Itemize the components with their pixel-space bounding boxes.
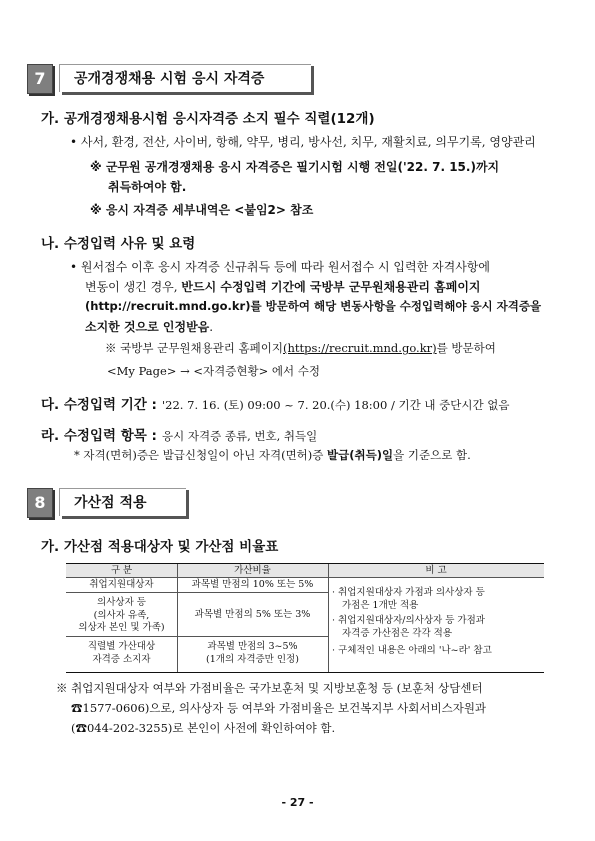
section-8-header bbox=[27, 488, 192, 518]
table-cell-category: 의사상자 등 (의사자 유족, 의상자 본인 및 가족) bbox=[78, 597, 165, 633]
table-cell-category: 취업지원대상자 bbox=[89, 579, 154, 590]
section-number: 7 bbox=[27, 64, 53, 94]
homepage-note-line1: ※ 국방부 군무원채용관리 홈페이지(https://recruit.mnd.go.kr)를 방문하여 bbox=[105, 341, 496, 355]
section-title: 가산점 적용 bbox=[59, 488, 186, 516]
table-cell-rate: 과목별 만점의 5% 또는 3% bbox=[194, 609, 311, 620]
note-license-deadline-cont: 취득하여야 함. bbox=[108, 180, 187, 194]
recruit-homepage-link[interactable]: (https://recruit.mnd.go.kr) bbox=[283, 341, 437, 355]
header-rate: 가산비율 bbox=[234, 565, 271, 576]
table-cell-rate: 과목별 만점의 3~5% (1개의 자격증만 인정) bbox=[206, 641, 299, 665]
revision-items: 라. 수정입력 항목 : 응시 자격증 종류, 번호, 취득일 bbox=[41, 428, 318, 444]
header-category: 구 분 bbox=[110, 565, 133, 576]
page-number: - 27 - bbox=[281, 796, 314, 809]
bonus-points-table bbox=[66, 563, 544, 673]
table-cell-rate: 과목별 만점의 10% 또는 5% bbox=[191, 579, 314, 590]
note-license-detail: ※ 응시 자격증 세부내역은 <붙임2> 참조 bbox=[90, 203, 314, 217]
section-7-header bbox=[27, 64, 317, 94]
bonus-note-line1: ※ 취업지원대상자 여부와 가점비율은 국가보훈처 및 지방보훈청 등 (보훈처 상담센터 bbox=[56, 681, 483, 695]
revision-text-line1: • 원서접수 이후 응시 자격증 신규취득 등에 따라 원서접수 시 입력한 자격사항에 bbox=[70, 260, 490, 274]
table-cell-remarks: · 취업지원대상자 가점과 의사상자 등 가점은 1개만 적용 · 취업지원대상자/의사상자 등 가점과 자격증 가산점은 각각 적용 · 구체적인 내용은 아래의 '나~라' 참고 bbox=[332, 587, 492, 656]
section-title: 공개경쟁채용 시험 응시 자격증 bbox=[59, 64, 311, 92]
header-remarks: 비 고 bbox=[425, 565, 447, 576]
revision-period: 다. 수정입력 기간 : '22. 7. 16. (토) 09:00 ~ 7. 20.(수) 18:00 / 기간 내 중단시간 없음 bbox=[41, 397, 510, 413]
required-series-list: • 사서, 환경, 전산, 사이버, 항해, 약무, 병리, 방사선, 치무, 재활치료, 의무기록, 영양관리 bbox=[70, 135, 536, 149]
table-cell-category: 직렬별 가산대상 자격증 소지자 bbox=[87, 641, 156, 665]
revision-text-line2: 변동이 생긴 경우, 반드시 수정입력 기간에 국방부 군무원채용관리 홈페이지 bbox=[85, 280, 481, 294]
homepage-note-line2: <My Page> → <자격증현황> 에서 수정 bbox=[107, 364, 320, 378]
revision-text-line4: 소지한 것으로 인정받음. bbox=[85, 320, 214, 334]
subheading-7b: 나. 수정입력 사유 및 요령 bbox=[41, 236, 196, 252]
bonus-note-line3: (☎044-202-3255)로 본인이 사전에 확인하여야 함. bbox=[71, 721, 336, 735]
section-number: 8 bbox=[27, 488, 53, 518]
bonus-note-line2: ☎1577-0606)으로, 의사상자 등 여부와 가점비율은 보건복지부 사회서비스자원과 bbox=[71, 701, 487, 715]
note-license-deadline: ※ 군무원 공개경쟁채용 응시 자격증은 필기시험 시행 전일('22. 7. 15.)까지 bbox=[90, 160, 500, 174]
subheading-7a: 가. 공개경쟁채용시험 응시자격증 소지 필수 직렬(12개) bbox=[41, 111, 375, 127]
revision-text-line3: (http://recruit.mnd.go.kr)를 방문하여 해당 변동사항을 수정입력해야 응시 자격증을 bbox=[85, 299, 542, 313]
license-date-note: * 자격(면허)증은 발급신청일이 아닌 자격(면허)증 발급(취득)일을 기준으로 함. bbox=[74, 448, 471, 462]
subheading-8a: 가. 가산점 적용대상자 및 가산점 비율표 bbox=[41, 539, 279, 555]
